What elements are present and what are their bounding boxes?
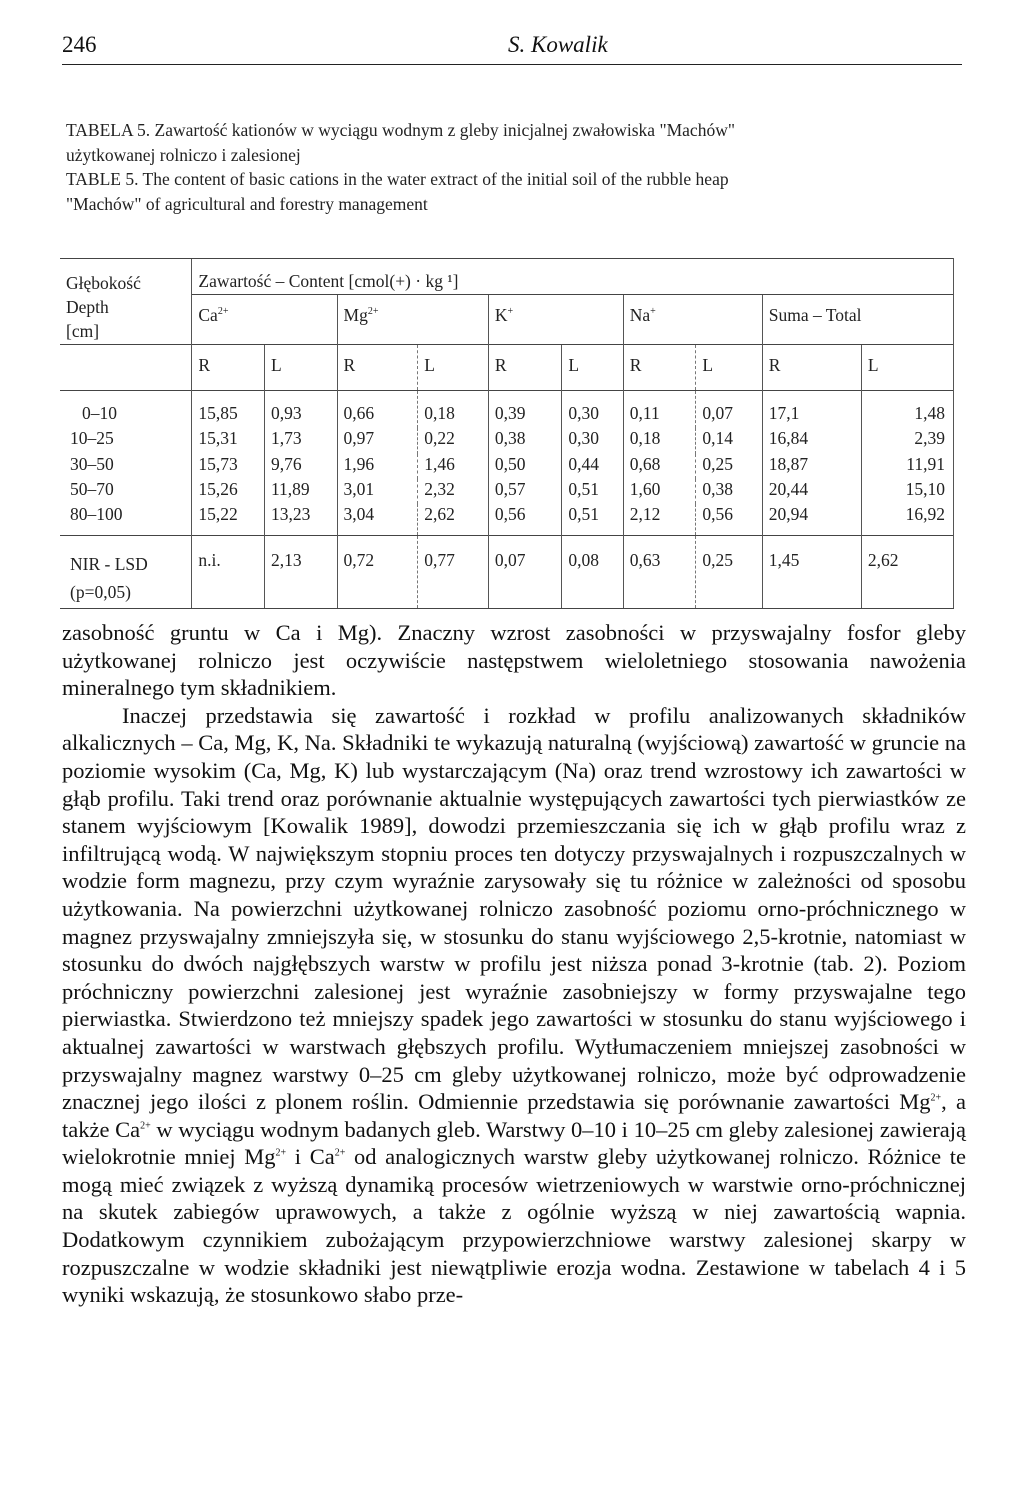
value-cell: 0,18 [623, 428, 696, 454]
k-header: K+ [488, 295, 562, 345]
value-cell: 16,92 [861, 504, 953, 536]
mg-header: $Mg^{2+}$ [337, 295, 418, 345]
table-row [60, 504, 954, 536]
depth-header-pl: Głębokość [66, 273, 141, 293]
lsd-value: 0,77 [418, 536, 489, 609]
sub-header: R [337, 345, 418, 391]
paragraph-1: zasobność gruntu w Ca i Mg). Znaczny wzrost zasobności w przyswajalny fosfor gleby użytkowanej rolniczo jest oczywiście następstwem wieloletniego stosowania nawożenia mineralnego tym składnikiem. [62, 620, 966, 701]
depth-header-unit: [cm] [66, 321, 100, 341]
value-cell: 1,96 [337, 454, 418, 479]
caption-en-line1: TABLE 5. The content of basic cations in the water extract of the initial soil of the rubble heap [66, 169, 729, 189]
value-cell: 15,26 [192, 479, 265, 504]
header-rule [62, 64, 962, 65]
lsd-label [60, 536, 192, 609]
value-cell: 0,39 [488, 391, 562, 428]
body-text [62, 619, 966, 1309]
value-cell: 18,87 [762, 454, 861, 479]
value-cell: 0,14 [696, 428, 762, 454]
total-header: Suma – Total [762, 295, 953, 345]
lsd-value: 1,45 [762, 536, 861, 609]
value-cell: 1,48 [861, 391, 953, 428]
sub-header: R [192, 345, 265, 391]
value-cell: 0,66 [337, 391, 418, 428]
value-cell: 2,62 [418, 504, 489, 536]
sub-header: L [861, 345, 953, 391]
table-row [60, 391, 954, 428]
table-row [60, 454, 954, 479]
table-row [60, 479, 954, 504]
lsd-value: 0,63 [623, 536, 696, 609]
sub-header: L [418, 345, 489, 391]
lsd-row [60, 536, 954, 609]
value-cell: 1,73 [264, 428, 337, 454]
value-cell: 9,76 [264, 454, 337, 479]
lsd-label-line1: NIR - LSD [70, 554, 148, 574]
paragraph-2: Inaczej przedstawia się zawartość i rozkład w profilu analizowanych składników alkalicznych – Ca, Mg, K, Na. Składniki te wykazują naturalną (wyjściową) zawartość w gruncie na poziomie wysokim (Ca, Mg, K) lub wystarczającym (Na) oraz trend wzrostowy ich zawartości w głąb profilu. Taki trend oraz porównanie aktualnie występujących zawartości tych pierwiastków ze stanem wyjściowym [Kowalik 1989], dowodzi przemieszczania się ich w głąb profilu wraz z infiltrującą wodą. W największym stopniu proces ten dotyczy przyswajalnych i rozpuszczalnych w wodzie form magnezu, przy czym wyraźnie zarysowały się tu różnice w zależności od sposobu użytkowania. Na powierzchni użytkowanej rolniczo zasobność poziomu orno-próchnicznego w magnez przyswajalny zmniejszyła się, w stosunku do stanu wyjściowego 2,5-krotnie, natomiast w stosunku do dwóch najgłębszych warstw w profilu jest niższa ponad 3-krotnie (tab. 2). Poziom próchniczny powierzchni zalesionej jest wyraźnie zasobniejszy w formy przyswajalne tego pierwiastka. Stwierdzono też mniejszy spadek jego zawartości w stosunku do stanu wyjściowego i aktualnej zawartości w warstwach głębszych profilu. Wytłumaczeniem mniejszej zasobności w przyswajalny magnez warstwy 0–25 cm gleby użytkowanej rolniczo, może być odprowadzenie znacznej jego ilości z plonem roślin. Odmiennie przedstawia się porównanie zawartości $Mg^{2+}$, a także $Ca^{2+}$ w wyciągu wodnym badanych gleb. Warstwy 0–10 i 10–25 cm gleby zalesionej zawierają wielokrotnie mniej $Mg^{2+}$ i $Ca^{2+}$ od analogicznych warstw gleby użytkowanej rolniczo. Różnice te mogą mieć związek z wyższą dynamiką procesów wietrzeniowych w warstwie orno-próchnicznej na skutek zabiegów uprawowych, a także z ogólnie wyższą w niej zawartością wapnia. Dodatkowym czynnikiem zubożającym przypowierzchniowe warstwy zalesionej skarpy w rozpuszczalne w wodzie składniki jest niewątpliwie erozja wodna. Zestawione w tabelach 4 i 5 wyniki wskazują, że stosunkowo słabo prze- [62, 702, 967, 1308]
value-cell: 0,38 [696, 479, 762, 504]
na-header-spacer [696, 295, 762, 345]
sub-header: R [762, 345, 861, 391]
sub-header: L [696, 345, 762, 391]
value-cell: 0,97 [337, 428, 418, 454]
sub-header: R [488, 345, 562, 391]
caption-pl-line1: TABELA 5. Zawartość kationów w wyciągu wodnym z gleby inicjalnej zwałowiska "Machów" [66, 120, 735, 140]
data-rows [60, 391, 954, 609]
value-cell: 2,39 [861, 428, 953, 454]
value-cell: 15,31 [192, 428, 265, 454]
k-header-spacer [562, 295, 623, 345]
value-cell: 13,23 [264, 504, 337, 536]
value-cell: 0,18 [418, 391, 489, 428]
lsd-label-line2: (p=0,05) [70, 582, 131, 602]
value-cell: 1,46 [418, 454, 489, 479]
table-row [60, 428, 954, 454]
lsd-value: 2,62 [861, 536, 953, 609]
lsd-value: 0,08 [562, 536, 623, 609]
value-cell: 0,56 [488, 504, 562, 536]
value-cell: 0,50 [488, 454, 562, 479]
caption-en-line2: "Machów" of agricultural and forestry management [66, 193, 428, 214]
depth-header [60, 259, 192, 345]
depth-cell: 10–25 [70, 427, 114, 448]
na-header: Na+ [623, 295, 696, 345]
value-cell: 0,51 [562, 479, 623, 504]
lsd-value: n.i. [192, 536, 265, 609]
value-cell: 0,30 [562, 428, 623, 454]
value-cell: 15,22 [192, 504, 265, 536]
ca-header: $Ca^{2+}$ [192, 295, 265, 345]
depth-cell: 30–50 [70, 453, 114, 474]
sub-header-empty [60, 345, 192, 391]
value-cell: 0,22 [418, 428, 489, 454]
sub-header: L [264, 345, 337, 391]
lsd-value: 0,07 [488, 536, 562, 609]
lsd-value: 0,72 [337, 536, 418, 609]
depth-cell: 80–100 [70, 503, 123, 524]
value-cell: 17,1 [762, 391, 861, 428]
value-cell: 16,84 [762, 428, 861, 454]
value-cell: 0,57 [488, 479, 562, 504]
value-cell: 3,04 [337, 504, 418, 536]
value-cell: 15,10 [861, 479, 953, 504]
value-cell: 15,73 [192, 454, 265, 479]
table-caption [66, 118, 966, 216]
depth-cell: 0–10 [60, 391, 192, 428]
value-cell: 0,56 [696, 504, 762, 536]
lsd-value: 0,25 [696, 536, 762, 609]
sub-header: R [623, 345, 696, 391]
value-cell: 0,07 [696, 391, 762, 428]
value-cell: 1,60 [623, 479, 696, 504]
mg-header-spacer [418, 295, 489, 345]
value-cell: 11,91 [861, 454, 953, 479]
value-cell: 15,85 [192, 391, 265, 428]
value-cell: 0,68 [623, 454, 696, 479]
value-cell: 0,25 [696, 454, 762, 479]
content-header: Zawartość – Content [cmol(+) · kg ¹] [192, 259, 954, 295]
running-title: S. Kowalik [508, 32, 608, 57]
value-cell: 0,93 [264, 391, 337, 428]
value-cell: 0,44 [562, 454, 623, 479]
value-cell: 3,01 [337, 479, 418, 504]
value-cell: 0,11 [623, 391, 696, 428]
page-number: 246 [62, 32, 97, 57]
lsd-value: 2,13 [264, 536, 337, 609]
depth-header-en: Depth [66, 297, 109, 317]
cation-table [60, 258, 954, 609]
value-cell: 0,51 [562, 504, 623, 536]
value-cell: 2,32 [418, 479, 489, 504]
value-cell: 0,38 [488, 428, 562, 454]
value-cell: 20,44 [762, 479, 861, 504]
value-cell: 11,89 [264, 479, 337, 504]
sub-header: L [562, 345, 623, 391]
value-cell: 20,94 [762, 504, 861, 536]
running-header [62, 32, 962, 64]
ca-header-spacer [264, 295, 337, 345]
caption-pl-line2: użytkowanej rolniczo i zalesionej [66, 144, 301, 165]
value-cell: 0,30 [562, 391, 623, 428]
depth-cell: 50–70 [70, 478, 114, 499]
value-cell: 2,12 [623, 504, 696, 536]
